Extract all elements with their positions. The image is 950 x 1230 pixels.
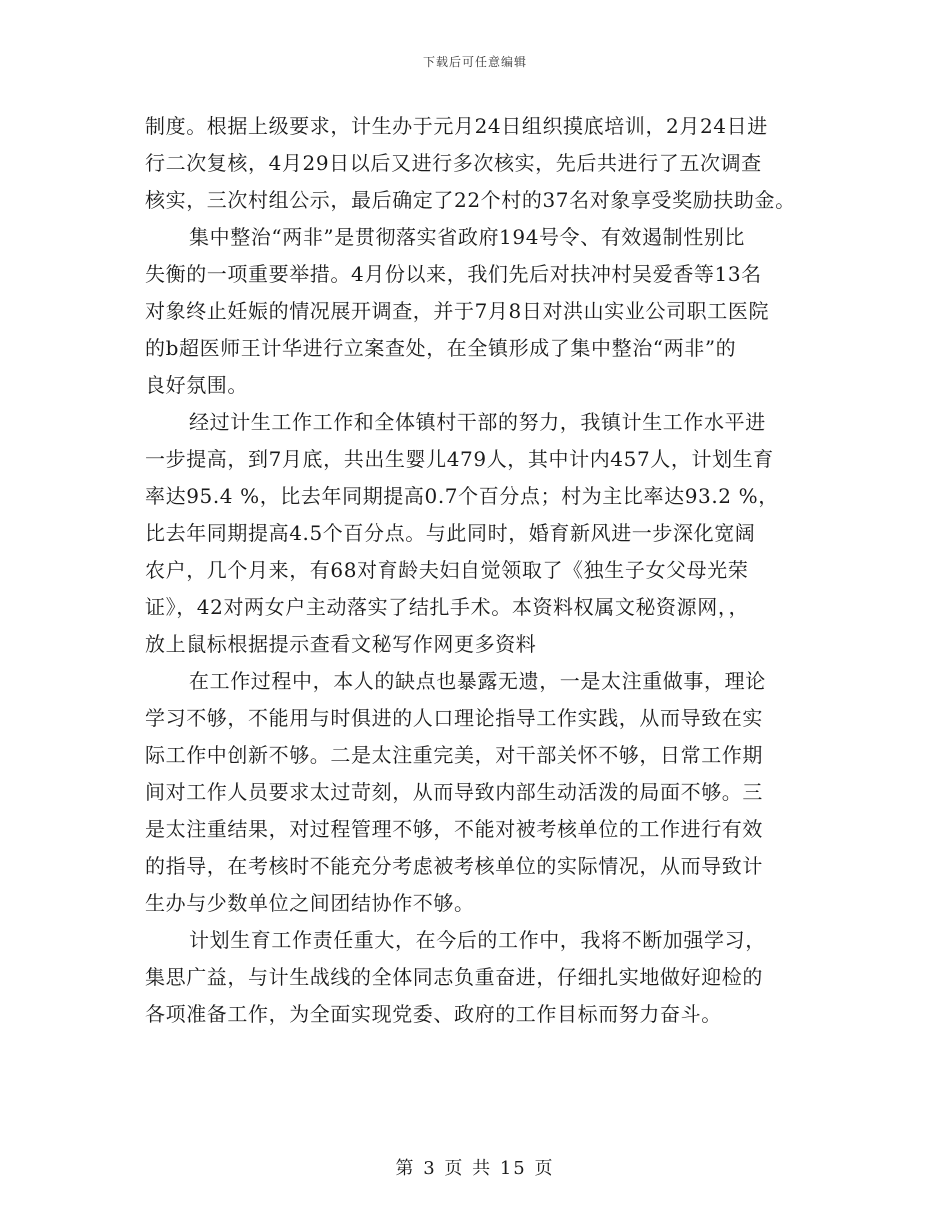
text-line: 学习不够，不能用与时俱进的人口理论指导工作实践，从而导致在实 xyxy=(145,706,763,730)
text-line: 失衡的一项重要举措。4月份以来，我们先后对扶冲村吴爱香等13名 xyxy=(145,262,762,286)
text-line: 行二次复核，4月29日以后又进行多次核实，先后共进行了五次调查 xyxy=(145,151,762,175)
paragraph-5 xyxy=(145,922,815,1033)
text-line: 际工作中创新不够。二是太注重完美，对干部关怀不够，日常工作期 xyxy=(145,743,763,767)
text-line: 是太注重结果，对过程管理不够，不能对被考核单位的工作进行有效 xyxy=(145,817,763,841)
text-line: 集中整治“两非”是贯彻落实省政府194号令、有效遏制性别比 xyxy=(189,225,746,249)
document-body xyxy=(145,108,815,1033)
text-line: 证》，42对两女户主动落实了结扎手术。本资料权属文秘资源网，， xyxy=(145,595,750,619)
paragraph-1 xyxy=(145,108,815,219)
text-line: 计划生育工作责任重大，在今后的工作中，我将不断加强学习， xyxy=(189,928,766,952)
text-line: 对象终止妊娠的情况展开调查，并于7月8日对洪山实业公司职工医院 xyxy=(145,299,770,323)
text-line: 农户，几个月来，有68对育龄夫妇自觉领取了《独生子女父母光荣 xyxy=(145,558,749,582)
text-line: 核实，三次村组公示，最后确定了22个村的37名对象享受奖励扶助金。 xyxy=(145,188,796,212)
text-line: 的b超医师王计华进行立案查处，在全镇形成了集中整治“两非”的 xyxy=(145,336,737,360)
paragraph-3 xyxy=(145,404,815,663)
text-line: 比去年同期提高4.5个百分点。与此同时，婚育新风进一步深化宽阔 xyxy=(145,521,756,545)
text-line: 经过计生工作工作和全体镇村干部的努力，我镇计生工作水平进 xyxy=(189,410,766,434)
page-number: 第 3 页 共 15 页 xyxy=(395,1158,555,1179)
page-header: 下载后可任意编辑 xyxy=(422,55,527,69)
paragraph-2 xyxy=(145,219,815,404)
text-line: 生办与少数单位之间团结协作不够。 xyxy=(145,891,475,915)
text-line: 率达95.4 %，比去年同期提高0.7个百分点；村为主比率达93.2 %， xyxy=(145,484,779,508)
text-line: 集思广益，与计生战线的全体同志负重奋进，仔细扎实地做好迎检的 xyxy=(145,965,763,989)
text-line: 一步提高，到7月底，共出生婴儿479人，其中计内457人，计划生育 xyxy=(145,447,774,471)
text-line: 制度。根据上级要求，计生办于元月24日组织摸底培训，2月24日进 xyxy=(145,114,768,138)
text-line: 良好氛围。 xyxy=(145,373,248,397)
paragraph-4 xyxy=(145,663,815,922)
text-line: 各项准备工作，为全面实现党委、政府的工作目标而努力奋斗。 xyxy=(145,1002,722,1026)
text-line: 放上鼠标根据提示查看文秘写作网更多资料 xyxy=(145,632,537,656)
text-line: 间对工作人员要求太过苛刻，从而导致内部生动活泼的局面不够。三 xyxy=(145,780,763,804)
text-line: 在工作过程中，本人的缺点也暴露无遗，一是太注重做事，理论 xyxy=(189,669,766,693)
text-line: 的指导，在考核时不能充分考虑被考核单位的实际情况，从而导致计 xyxy=(145,854,763,878)
